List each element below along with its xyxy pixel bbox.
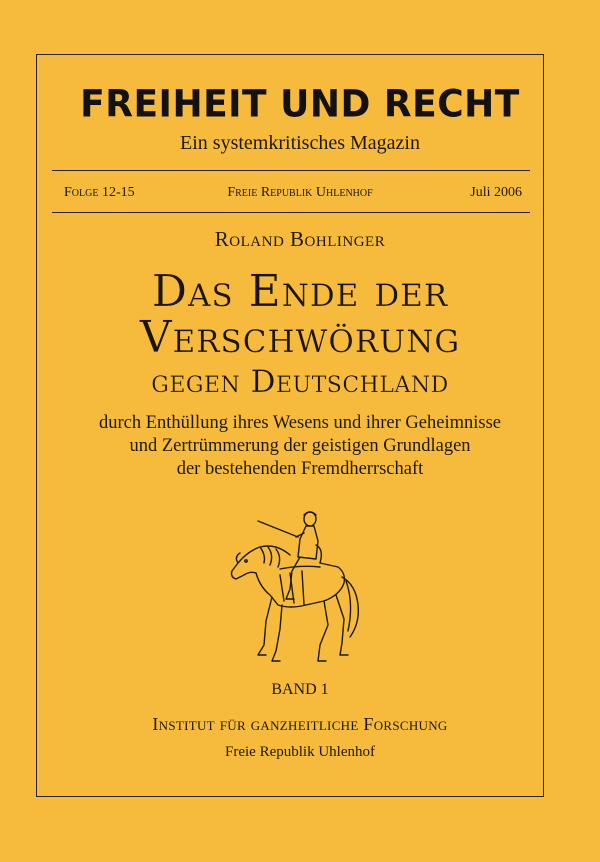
- top-divider: [52, 170, 530, 171]
- publisher-name: Freie Republik Uhlenhof: [227, 185, 373, 200]
- book-title-line-1: Das Ende der: [151, 266, 449, 317]
- magazine-title: FREIHEIT UND RECHT: [80, 83, 520, 126]
- description-line-1: durch Enthüllung ihres Wesens und ihrer Geheimnisse: [98, 413, 501, 433]
- volume-label: BAND 1: [271, 681, 329, 698]
- institute-location: Freie Republik Uhlenhof: [225, 744, 375, 760]
- issue-number: Folge 12-15: [64, 185, 135, 200]
- knight-on-horse-icon: [220, 505, 370, 675]
- magazine-subtitle: Ein systemkritisches Magazin: [180, 132, 420, 154]
- description-line-3: der bestehenden Fremdherrschaft: [176, 459, 424, 479]
- bottom-divider: [52, 212, 530, 213]
- description-line-2: und Zertrümmerung der geistigen Grundlagen: [129, 436, 471, 456]
- issue-date: Juli 2006: [470, 185, 522, 200]
- institute-name: Institut für ganzheitliche Forschung: [152, 714, 448, 734]
- book-title-line-3: gegen Deutschland: [151, 364, 449, 400]
- author-name: Roland Bohlinger: [214, 227, 386, 251]
- book-title-line-2: Verschwörung: [139, 312, 461, 363]
- book-description: [0, 412, 600, 481]
